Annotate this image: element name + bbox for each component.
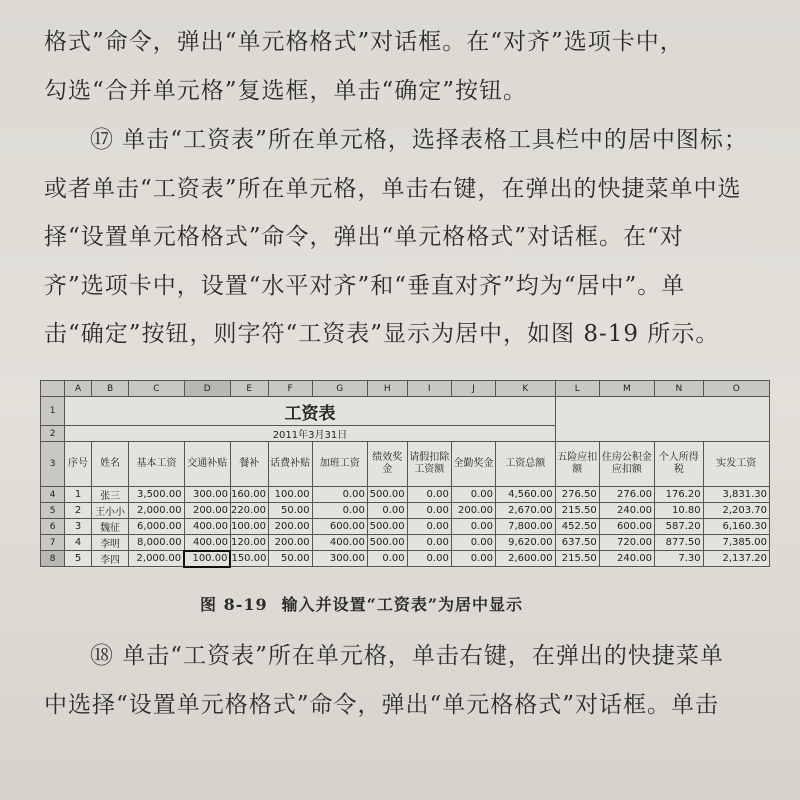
cell[interactable]: 5 <box>65 551 92 567</box>
column-header[interactable]: B <box>91 381 129 397</box>
table-row <box>41 535 770 551</box>
cell[interactable]: 500.00 <box>367 535 407 551</box>
text-line: ⑰ 单击“工资表”所在单元格，选择表格工具栏中的居中图标； <box>90 127 748 153</box>
header-cell[interactable]: 全勤奖金 <box>451 442 495 487</box>
row-header[interactable]: 5 <box>41 503 65 519</box>
column-header[interactable]: G <box>312 381 367 397</box>
header-cell[interactable]: 姓名 <box>91 442 129 487</box>
cell[interactable]: 637.50 <box>555 535 599 551</box>
column-header[interactable]: A <box>65 381 92 397</box>
cell[interactable]: 6,160.30 <box>703 519 769 535</box>
cell[interactable]: 276.50 <box>555 487 599 503</box>
title-row <box>41 397 770 426</box>
cell[interactable]: 2,000.00 <box>129 503 184 519</box>
top-paragraph <box>44 18 760 115</box>
cell[interactable]: 500.00 <box>367 487 407 503</box>
cell[interactable]: 0.00 <box>451 519 495 535</box>
cell[interactable]: 720.00 <box>599 535 654 551</box>
cell[interactable]: 300.00 <box>184 487 230 503</box>
cell[interactable]: 0.00 <box>407 535 451 551</box>
cell[interactable]: 877.50 <box>655 535 704 551</box>
cell[interactable]: 150.00 <box>230 551 268 567</box>
column-header[interactable]: D <box>184 381 230 397</box>
column-header[interactable]: K <box>495 381 555 397</box>
header-cell[interactable]: 交通补贴 <box>184 442 230 487</box>
table-row <box>41 551 770 567</box>
text-line: 择“设置单元格格式”命令，弹出“单元格格式”对话框。在“对 <box>44 224 684 250</box>
cell[interactable]: 452.50 <box>555 519 599 535</box>
cell[interactable]: 李明 <box>91 535 129 551</box>
cell[interactable]: 1 <box>65 487 92 503</box>
cell[interactable]: 魏征 <box>91 519 129 535</box>
cell[interactable]: 4 <box>65 535 92 551</box>
cell[interactable]: 王小小 <box>91 503 129 519</box>
column-header[interactable]: F <box>268 381 312 397</box>
cell[interactable]: 200.00 <box>184 503 230 519</box>
cell[interactable]: 240.00 <box>599 551 654 567</box>
cell[interactable]: 0.00 <box>407 551 451 567</box>
cell[interactable]: 0.00 <box>407 487 451 503</box>
header-cell[interactable]: 个人所得税 <box>655 442 704 487</box>
step-17-paragraph <box>44 116 760 359</box>
column-header[interactable]: H <box>367 381 407 397</box>
column-header[interactable]: L <box>555 381 599 397</box>
cell[interactable]: 215.50 <box>555 551 599 567</box>
cell[interactable]: 0.00 <box>312 503 367 519</box>
text-line: ⑱ 单击“工资表”所在单元格，单击右键，在弹出的快捷菜单 <box>90 643 724 669</box>
figure-caption-text: 输入并设置“工资表”为居中显示 <box>281 595 524 614</box>
header-cell[interactable]: 餐补 <box>230 442 268 487</box>
cell[interactable]: 2,137.20 <box>703 551 769 567</box>
cell[interactable]: 600.00 <box>599 519 654 535</box>
row-header[interactable]: 7 <box>41 535 65 551</box>
cell[interactable]: 0.00 <box>407 519 451 535</box>
cell[interactable]: 200.00 <box>268 535 312 551</box>
cell[interactable]: 176.20 <box>655 487 704 503</box>
row-header[interactable]: 3 <box>41 442 65 487</box>
cell[interactable]: 7,800.00 <box>495 519 555 535</box>
column-header[interactable]: N <box>655 381 704 397</box>
row-header[interactable]: 1 <box>41 397 65 426</box>
text-line: 格式”命令，弹出“单元格格式”对话框。在“对齐”选项卡中， <box>44 29 684 55</box>
active-cell[interactable]: 100.00 <box>184 551 230 567</box>
corner-cell[interactable] <box>41 381 65 397</box>
cell[interactable]: 张三 <box>91 487 129 503</box>
cell[interactable]: 100.00 <box>230 519 268 535</box>
cell[interactable]: 4,560.00 <box>495 487 555 503</box>
header-cell[interactable]: 住房公积金应扣额 <box>599 442 654 487</box>
figure-caption <box>200 592 537 615</box>
header-cell[interactable]: 工资总额 <box>495 442 555 487</box>
cell[interactable]: 160.00 <box>230 487 268 503</box>
cell[interactable]: 100.00 <box>268 487 312 503</box>
cell[interactable]: 600.00 <box>312 519 367 535</box>
cell[interactable]: 6,000.00 <box>129 519 184 535</box>
header-cell[interactable]: 请假扣除工资额 <box>407 442 451 487</box>
header-cell[interactable]: 序号 <box>65 442 92 487</box>
header-cell[interactable]: 绩效奖金 <box>367 442 407 487</box>
cell[interactable]: 400.00 <box>312 535 367 551</box>
column-header[interactable]: M <box>599 381 654 397</box>
salary-table <box>40 380 770 568</box>
cell[interactable]: 3,500.00 <box>129 487 184 503</box>
column-header[interactable]: O <box>703 381 769 397</box>
header-cell[interactable]: 基本工资 <box>129 442 184 487</box>
figure-number: 图 8-19 <box>200 595 268 614</box>
empty-cell[interactable] <box>555 397 769 442</box>
column-header[interactable]: J <box>451 381 495 397</box>
sheet-title-cell[interactable]: 工资表 <box>65 397 555 426</box>
table-row <box>41 487 770 503</box>
cell[interactable]: 240.00 <box>599 503 654 519</box>
step-18-paragraph <box>44 632 760 729</box>
header-cell[interactable]: 五险应扣额 <box>555 442 599 487</box>
cell[interactable]: 2,000.00 <box>129 551 184 567</box>
cell[interactable]: 400.00 <box>184 519 230 535</box>
text-line: 中选择“设置单元格格式”命令，弹出“单元格格式”对话框。单击 <box>44 691 720 718</box>
header-cell[interactable]: 话费补贴 <box>268 442 312 487</box>
cell[interactable]: 3 <box>65 519 92 535</box>
column-header[interactable]: C <box>129 381 184 397</box>
spreadsheet-figure <box>40 380 770 568</box>
date-cell[interactable]: 2011年3月31日 <box>65 426 555 442</box>
row-header[interactable]: 6 <box>41 519 65 535</box>
row-header[interactable]: 2 <box>41 426 65 442</box>
text-line: 或者单击“工资表”所在单元格，单击右键，在弹出的快捷菜单中选 <box>44 175 742 202</box>
row-header[interactable]: 4 <box>41 487 65 503</box>
cell[interactable]: 0.00 <box>451 551 495 567</box>
cell[interactable]: 215.50 <box>555 503 599 519</box>
cell[interactable]: 50.00 <box>268 551 312 567</box>
cell[interactable]: 276.00 <box>599 487 654 503</box>
text-line: 齐”选项卡中，设置“水平对齐”和“垂直对齐”均为“居中”。单 <box>44 272 686 299</box>
cell[interactable]: 10.80 <box>655 503 704 519</box>
column-header-row <box>41 381 770 397</box>
cell[interactable]: 7,385.00 <box>703 535 769 551</box>
column-header[interactable]: E <box>230 381 268 397</box>
table-row <box>41 519 770 535</box>
header-cell[interactable]: 实发工资 <box>703 442 769 487</box>
row-header[interactable]: 8 <box>41 551 65 567</box>
cell[interactable]: 2,203.70 <box>703 503 769 519</box>
cell[interactable]: 8,000.00 <box>129 535 184 551</box>
cell[interactable]: 0.00 <box>312 487 367 503</box>
header-cell[interactable]: 加班工资 <box>312 442 367 487</box>
cell[interactable]: 2 <box>65 503 92 519</box>
cell[interactable]: 9,620.00 <box>495 535 555 551</box>
table-row <box>41 503 770 519</box>
cell[interactable]: 300.00 <box>312 551 367 567</box>
cell[interactable]: 200.00 <box>268 519 312 535</box>
cell[interactable]: 120.00 <box>230 535 268 551</box>
cell[interactable]: 0.00 <box>451 487 495 503</box>
cell[interactable]: 0.00 <box>407 503 451 519</box>
field-header-row <box>41 442 770 487</box>
cell[interactable]: 500.00 <box>367 519 407 535</box>
cell[interactable]: 李四 <box>91 551 129 567</box>
text-line: 勾选“合并单元格”复选框，单击“确定”按钮。 <box>44 77 528 104</box>
cell[interactable]: 400.00 <box>184 535 230 551</box>
cell[interactable]: 587.20 <box>655 519 704 535</box>
text-line: 击“确定”按钮，则字符“工资表”显示为居中，如图 8-19 所示。 <box>44 321 720 347</box>
cell[interactable]: 2,600.00 <box>495 551 555 567</box>
cell[interactable]: 7.30 <box>655 551 704 567</box>
cell[interactable]: 2,670.00 <box>495 503 555 519</box>
cell[interactable]: 200.00 <box>451 503 495 519</box>
cell[interactable]: 3,831.30 <box>703 487 769 503</box>
cell[interactable]: 0.00 <box>367 551 407 567</box>
cell[interactable]: 0.00 <box>451 535 495 551</box>
cell[interactable]: 0.00 <box>367 503 407 519</box>
cell[interactable]: 220.00 <box>230 503 268 519</box>
column-header[interactable]: I <box>407 381 451 397</box>
cell[interactable]: 50.00 <box>268 503 312 519</box>
